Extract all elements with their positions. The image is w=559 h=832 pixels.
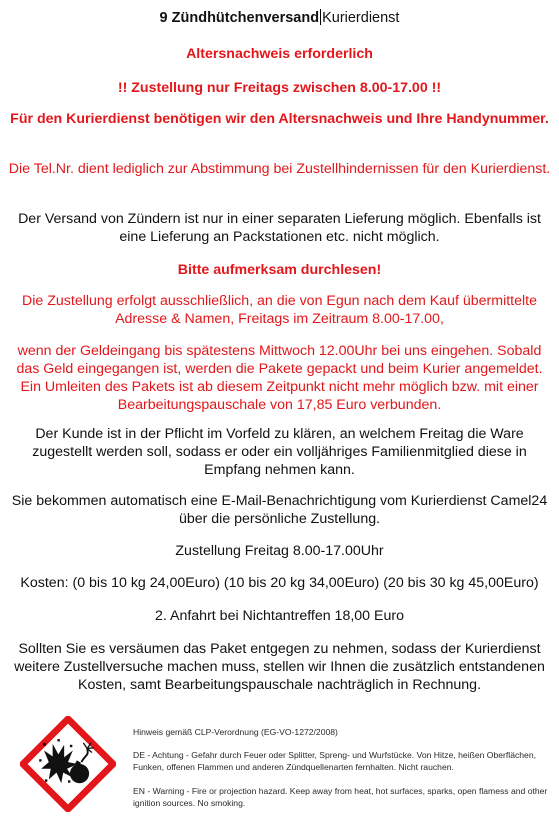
age-notice: Altersnachweis erforderlich (186, 46, 373, 62)
hazard-heading: Hinweis gemäß CLP-Verordnung (EG-VO-1272/2008) (133, 727, 338, 737)
email-notice: Sie bekommen automatisch eine E-Mail-Benachrichtigung vom Kurierdienst Camel24 über die persönliche Zustellung. (11, 493, 548, 527)
hazard-text-en: EN - Warning - Fire or projection hazard. Keep away from heat, hot surfaces, sparks, open flamess and other ignition sources. No smoking. (133, 786, 548, 809)
customer-duty-note: Der Kunde ist in der Pflicht im Vorfeld zu klären, an welchem Freitag die Ware zugestellt werden soll, sodass er oder ein volljähriges Familienmitglied diese in Empfang nehmen kann. (32, 426, 527, 478)
title-separator (320, 9, 321, 25)
payment-deadline-note: wenn der Geldeingang bis spätestens Mittwoch 12.00Uhr bei uns eingehen. Sobald das Geld eingegangen ist, werden die Pakete gepackt und beim Kurier angemeldet. Ein Umleiten des Pakets ist ab diesem Zeitpunkt nicht mehr möglich bzw. mit einer Bearbeitungspauschale von 17,85 Euro verbunden. (16, 343, 543, 413)
title-normal: Kurierdienst (322, 10, 400, 26)
second-trip-fee: 2. Anfahrt bei Nichtantreffen 18,00 Euro (155, 608, 404, 624)
shipping-note: Der Versand von Zündern ist nur in einer separaten Lieferung möglich. Ebenfalls ist eine Lieferung an Packstationen etc. nicht möglich. (18, 211, 541, 245)
courier-requirement: Für den Kurierdienst benötigen wir den Altersnachweis und Ihre Handynummer. (10, 111, 549, 127)
delivery-time: Zustellung Freitag 8.00-17.00Uhr (175, 543, 384, 559)
title-bold: 9 Zündhütchenversand (159, 10, 320, 26)
hazard-text-de: DE - Achtung - Gefahr durch Feuer oder Splitter, Spreng- und Wurfstücke. Von Hitze, heißen Oberflächen, Funken, offenen Flammen und anderen Zündquellenarten fernhalten. Nicht rauchen. (133, 750, 536, 773)
read-carefully-heading: Bitte aufmerksam durchlesen! (177, 262, 382, 278)
hazard-notice (0, 712, 559, 832)
delivery-address-note: Die Zustellung erfolgt ausschließlich, an die von Egun nach dem Kauf übermittelte Adresse & Namen, Freitags im Zeitraum 8.00-17.00, (22, 293, 537, 327)
page-title (6, 9, 553, 27)
missed-delivery-note: Sollten Sie es versäumen das Paket entgegen zu nehmen, sodass der Kurierdienst weitere Zustellversuche machen muss, stellen wir Ihnen die zusätzlich entstandenen Kosten, samt Bearbeitungspauschale nachträglich in Rechnung. (14, 641, 545, 693)
exploding-bomb-icon (20, 716, 116, 812)
costs: Kosten: (0 bis 10 kg 24,00Euro) (10 bis 20 kg 34,00Euro) (20 bis 30 kg 45,00Euro) (20, 575, 539, 591)
phone-note: Die Tel.Nr. dient lediglich zur Abstimmung bei Zustellhindernissen für den Kurierdienst. (8, 161, 551, 177)
delivery-notice: !! Zustellung nur Freitags zwischen 8.00-17.00 !! (117, 80, 442, 96)
